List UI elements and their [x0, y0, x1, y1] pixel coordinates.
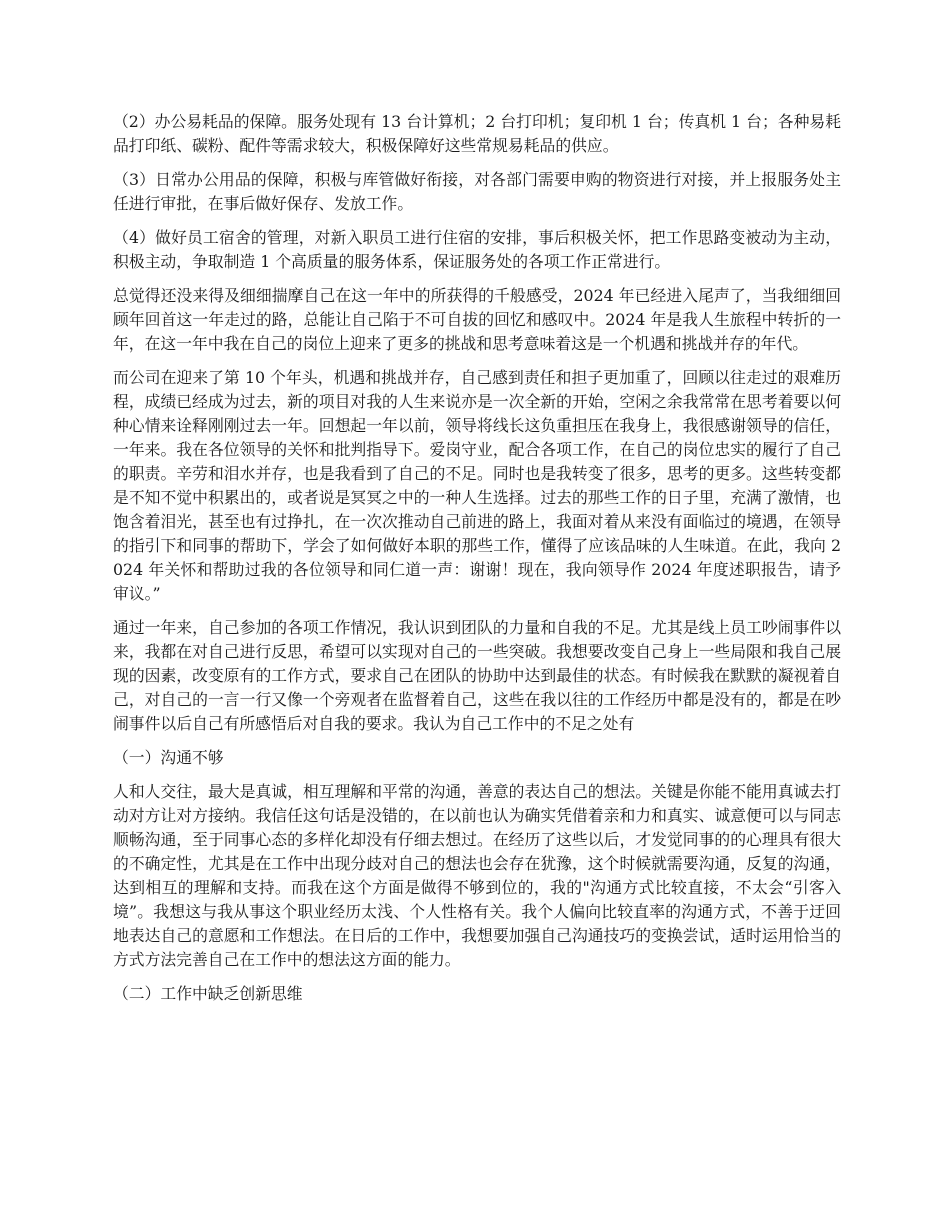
paragraph-office-consumables: （2）办公易耗品的保障。服务处现有 13 台计算机；2 台打印机；复印机 1 台；传真机 1 台；各种易耗品打印纸、碳粉、配件等需求较大，积极保障好这些常规易耗品的供应。: [113, 112, 841, 155]
paragraph-year-reflection: 总觉得还没来得及细细揣摩自己在这一年中的所获得的千般感受，2024 年已经进入尾声了，当我细细回顾年回首这一年走过的路，总能让自己陷于不可自拔的回忆和感叹中。2024 年是我人生旅程中转折的一年，在这一年中我在自己的岗位上迎来了更多的挑战和思考意味着这是一个机遇和挑战并存的年代。: [113, 286, 841, 353]
paragraph-communication: 人和人交往，最大是真诚，相互理解和平常的沟通，善意的表达自己的想法。关键是你能不能用真诚去打动对方让对方接纳。我信任这句话是没错的，在以前也认为确实凭借着亲和力和真实、诚意便可以与同志顺畅沟通，至于同事心态的多样化却没有仔细去想过。在经历了这些以后，才发觉同事的的心理具有很大的不确定性，尤其是在工作中出现分歧对自己的想法也会存在犹豫，这个时候就需要沟通，反复的沟通，达到相互的理解和支持。而我在这个方面是做得不够到位的，我的"沟通方式比较直接，不太会“引客入境”。我想这与我从事这个职业经历太浅、个人性格有关。我个人偏向比较直率的沟通方式，不善于迂回地表达自己的意愿和工作想法。在日后的工作中，我想要加强自己沟通技巧的变换尝试，适时运用恰当的方式方法完善自己在工作中的想法这方面的能力。: [113, 782, 841, 969]
paragraph-self-assessment: 通过一年来，自己参加的各项工作情况，我认识到团队的力量和自我的不足。尤其是线上员工吵闹事件以来，我都在对自己进行反思，希望可以实现对自己的一些突破。我想要改变自己身上一些局限和我自己展现的因素，改变原有的工作方式，要求自己在团队的协助中达到最佳的状态。有时候我在默默的凝视着自己，对自己的一言一行又像一个旁观者在监督着自己，这些在我以往的工作经历中都是没有的，都是在吵闹事件以后自己有所感悟后对自我的要求。我认为自己工作中的不足之处有: [113, 618, 841, 733]
paragraph-company-tenth-year: 而公司在迎来了第 10 个年头，机遇和挑战并存，自己感到责任和担子更加重了，回顾以往走过的艰难历程，成绩已经成为过去，新的项目对我的人生来说亦是一次全新的开始，空闲之余我常常在思考着要以何种心情来诠释刚刚过去一年。回想起一年以前，领导将线长这负重担压在我身上，我很感谢领导的信任，一年来。我在各位领导的关怀和批判指导下。爱岗守业，配合各项工作，在自己的岗位忠实的履行了自己的职责。辛劳和泪水并存，也是我看到了自己的不足。同时也是我转变了很多，思考的更多。这些转变都是不知不觉中积累出的，或者说是冥冥之中的一种人生选择。过去的那些工作的日子里，充满了激情，也饱含着泪光，甚至也有过挣扎，在一次次推动自己前进的路上，我面对着从来没有面临过的境遇，在领导的指引下和同事的帮助下，学会了如何做好本职的那些工作，懂得了应该品味的人生味道。在此，我向 2024 年关怀和帮助过我的各位领导和同仁道一声：谢谢！现在，我向领导作 2024 年度述职报告，请予审议。”: [113, 368, 841, 603]
document-body: [113, 110, 841, 1016]
section-heading-communication: （一）沟通不够: [113, 748, 224, 767]
section-heading-innovation: （二）工作中缺乏创新思维: [113, 984, 303, 1003]
paragraph-dormitory-management: （4）做好员工宿舍的管理，对新入职员工进行住宿的安排，事后积极关怀，把工作思路变被动为主动，积极主动，争取制造 1 个高质量的服务体系，保证服务处的各项工作正常进行。: [113, 228, 841, 271]
paragraph-office-supplies: （3）日常办公用品的保障，积极与库管做好衔接，对各部门需要申购的物资进行对接，并上报服务处主任进行审批，在事后做好保存、发放工作。: [113, 170, 841, 213]
